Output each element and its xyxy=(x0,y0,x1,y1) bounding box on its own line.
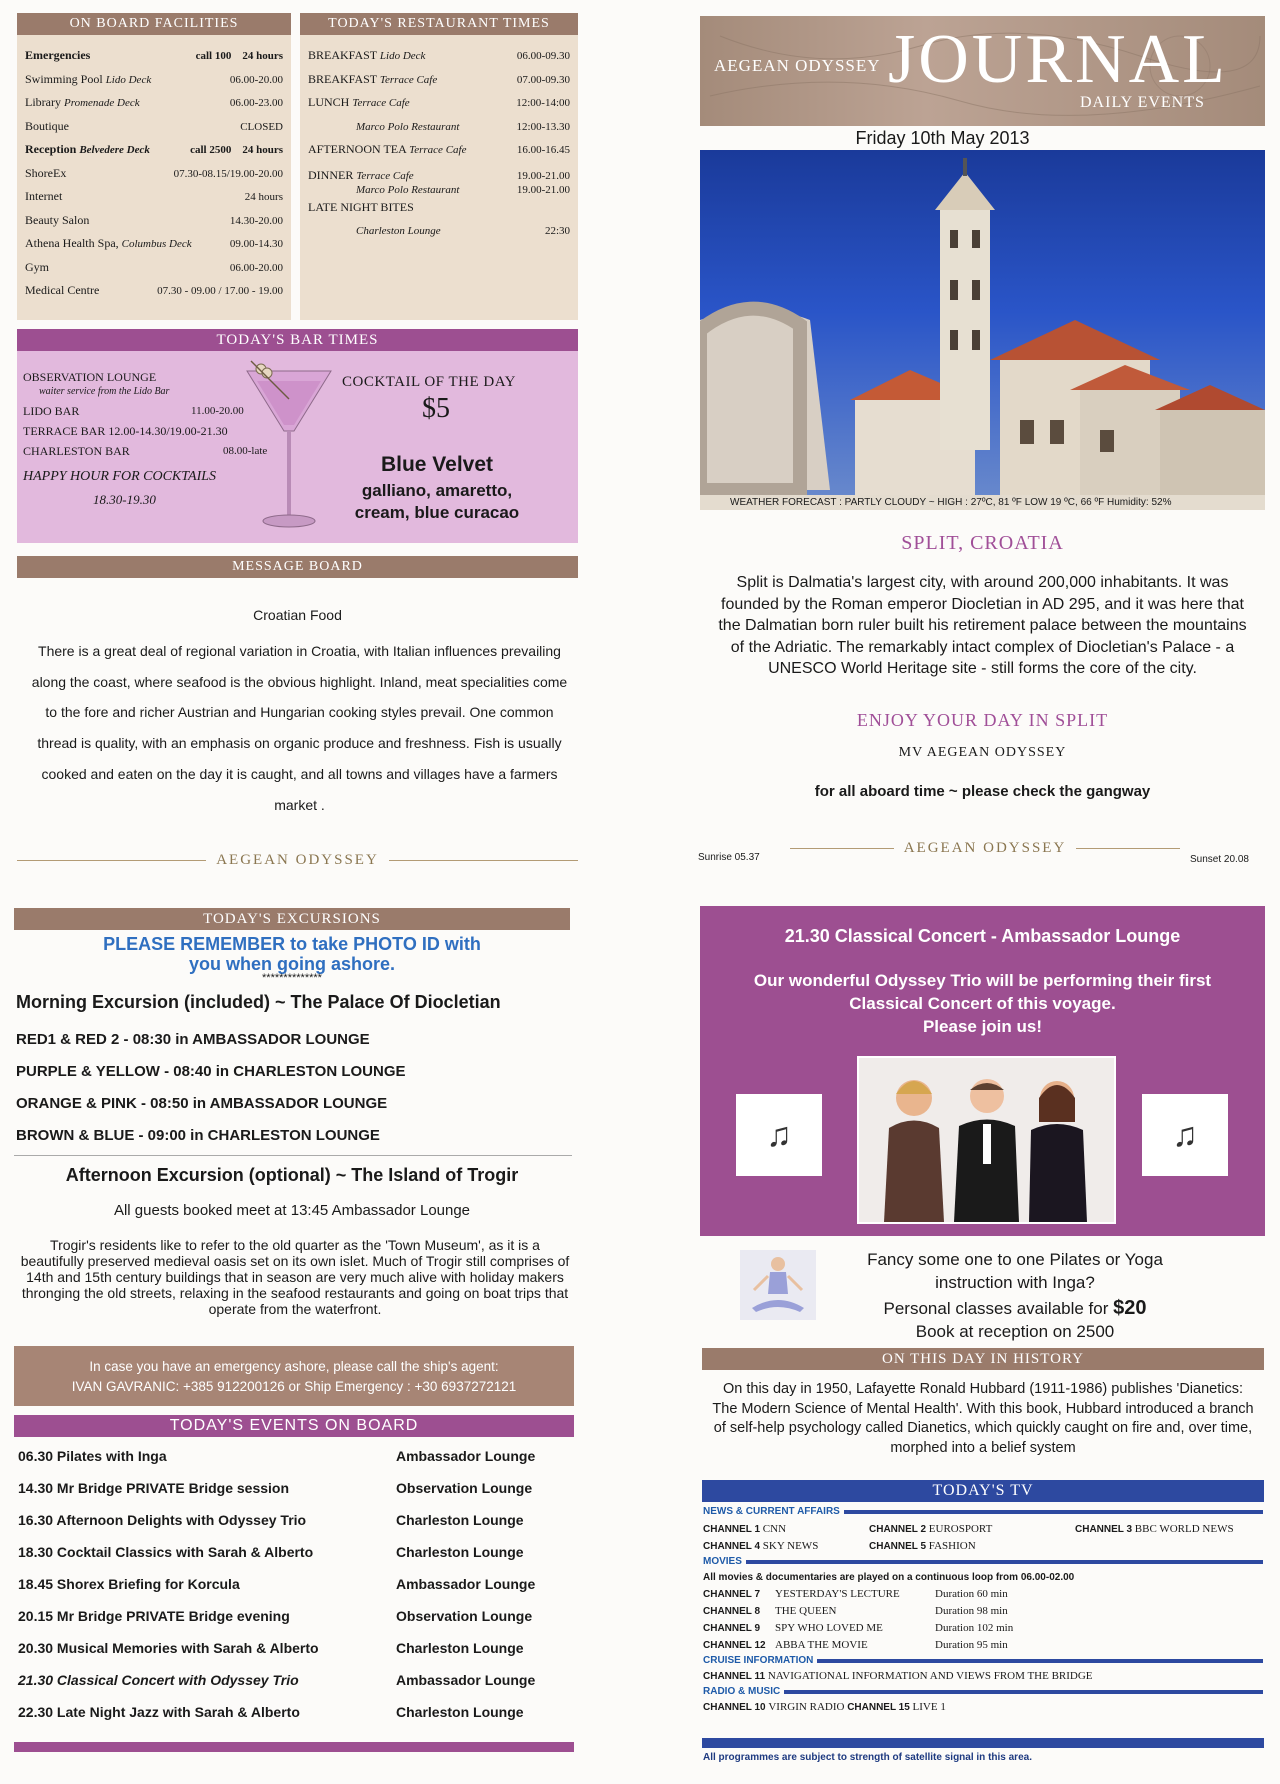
tv-movie-channel: CHANNEL 8 xyxy=(703,1606,761,1617)
facilities-list xyxy=(17,35,291,303)
tv-ch4-name: SKY NEWS xyxy=(762,1540,819,1552)
tv-movie-row xyxy=(703,1620,1263,1637)
facility-time: 14.30-20.00 xyxy=(229,214,283,227)
journal-subtitle: DAILY EVENTS xyxy=(1080,94,1205,111)
event-row xyxy=(16,1568,572,1600)
tv-guide xyxy=(703,1505,1263,1716)
concert-line-1: Our wonderful Odyssey Trio will be performing their first xyxy=(753,971,1212,990)
facility-row xyxy=(17,91,291,115)
emergency-line-1: In case you have an emergency ashore, please call the ship's agent: xyxy=(89,1359,499,1374)
event-time-title: 21.30 Classical Concert with Odyssey Trio xyxy=(18,1672,299,1688)
bar-happy-hour: HAPPY HOUR FOR COCKTAILS xyxy=(23,469,217,484)
event-time-title: 14.30 Mr Bridge PRIVATE Bridge session xyxy=(18,1480,290,1496)
tv-ch2-name: EUROSPORT xyxy=(928,1523,993,1535)
facility-name xyxy=(25,44,196,69)
restaurant-row xyxy=(300,138,578,162)
brand-divider-left xyxy=(17,852,578,869)
restaurant-meal-label: DINNER xyxy=(308,167,354,182)
trogir-description: Trogir's residents like to refer to the old quarter as the 'Town Museum', as it is a beautifully preserved medieval oasis set on its own islet. Much of Trogir still comprises of 14th and 15th century buildings that in season are very much alive with holiday makers thronging the old streets, relaxing in the seafood restaurants and going on boat trips that operate from the waterfront. xyxy=(20,1237,570,1317)
tv-ch15: CHANNEL 15 xyxy=(847,1702,910,1713)
restaurant-row xyxy=(300,44,578,68)
restaurant-place: Terrace Cafe xyxy=(356,169,414,182)
event-row xyxy=(16,1632,572,1664)
tv-movie-name: SPY WHO LOVED ME xyxy=(775,1622,883,1634)
restaurant-meal xyxy=(308,196,570,221)
facility-time: 06.00-23.00 xyxy=(229,97,283,109)
tv-ch10: CHANNEL 10 xyxy=(703,1702,766,1713)
facility-row xyxy=(17,68,291,92)
stars-divider: ************** xyxy=(262,972,322,984)
facility-label: Gym xyxy=(25,259,49,274)
event-time-title: 20.15 Mr Bridge PRIVATE Bridge evening xyxy=(18,1608,290,1624)
restaurant-row xyxy=(300,182,578,196)
facility-row xyxy=(17,115,291,139)
excursions-title: TODAY'S EXCURSIONS xyxy=(14,908,570,930)
restaurant-meal xyxy=(308,44,517,69)
emergency-box xyxy=(14,1346,574,1406)
tv-movie-channel: CHANNEL 9 xyxy=(703,1623,761,1634)
tv-cruise-row xyxy=(703,1668,1263,1685)
bar-observation: OBSERVATION LOUNGE xyxy=(23,370,157,384)
bar-lido: LIDO BAR xyxy=(23,404,80,418)
facility-time: call 2500 24 hours xyxy=(190,144,283,156)
tv-movies-note: All movies & documentaries are played on a continuous loop from 06.00-02.00 xyxy=(703,1572,1075,1583)
ship-name: MV AEGEAN ODYSSEY xyxy=(898,745,1067,760)
event-row xyxy=(16,1600,572,1632)
afternoon-excursion: Afternoon Excursion (optional) ~ The Island of Trogir xyxy=(65,1165,519,1185)
city-title: SPLIT, CROATIA xyxy=(901,532,1064,554)
facility-place: Promenade Deck xyxy=(63,97,140,109)
restaurant-time: 19.00-21.00 xyxy=(516,183,570,196)
tv-news-label: NEWS & CURRENT AFFAIRS xyxy=(703,1506,840,1517)
tv-news-row-2 xyxy=(703,1538,1263,1555)
tv-movie-channel: CHANNEL 12 xyxy=(703,1640,766,1651)
excursion-groups xyxy=(16,1028,566,1156)
restaurant-meal xyxy=(308,138,517,163)
facility-name xyxy=(25,138,190,163)
concert-line-3: Please join us! xyxy=(922,1017,1043,1036)
tv-movies-label: MOVIES xyxy=(703,1556,742,1567)
sunrise: Sunrise 05.37 xyxy=(698,852,760,863)
facility-name xyxy=(25,185,245,210)
restaurant-meal-label: BREAKFAST xyxy=(308,48,377,62)
facility-time: CLOSED xyxy=(240,120,283,133)
history-text: On this day in 1950, Lafayette Ronald Hubbard (1911-1986) publishes 'Dianetics: The Modern Science of Mental Health'. With this book, Hubbard introduced a branch of self-help psychology called Dianetics, which quickly caught on fire and, over time, morphed into a belief system xyxy=(712,1381,1254,1456)
bar-observation-note: waiter service from the Lido Bar xyxy=(39,386,170,397)
tv-cruise-label: CRUISE INFORMATION xyxy=(703,1655,814,1666)
music-note-icon-right: ♫ xyxy=(1142,1094,1228,1176)
restaurant-meal xyxy=(308,91,516,116)
photo-id-reminder-1: PLEASE REMEMBER to take PHOTO ID with xyxy=(103,934,481,954)
restaurant-row xyxy=(300,91,578,115)
bar-terrace: TERRACE BAR 12.00-14.30/19.00-21.30 xyxy=(23,424,228,438)
facility-label: Boutique xyxy=(25,118,69,133)
pilates-line-1: Fancy some one to one Pilates or Yoga xyxy=(867,1250,1163,1269)
facility-time: 07.30-08.15/19.00-20.00 xyxy=(173,167,283,180)
facility-name xyxy=(25,68,230,93)
restaurant-meal xyxy=(308,115,517,140)
tv-movie-name: THE QUEEN xyxy=(775,1605,837,1617)
restaurant-meal xyxy=(308,68,517,93)
restaurant-place: Marco Polo Restaurant xyxy=(356,183,460,196)
event-row xyxy=(16,1440,572,1472)
events-list xyxy=(16,1440,572,1728)
facility-place: Lido Deck xyxy=(105,73,152,86)
message-board-title: MESSAGE BOARD xyxy=(17,556,578,578)
tv-movie-duration: Duration 102 min xyxy=(935,1622,1014,1634)
photo-id-reminder-2: you when going ashore. xyxy=(188,954,395,974)
history-title: ON THIS DAY IN HISTORY xyxy=(702,1348,1264,1370)
event-time-title: 06.30 Pilates with Inga xyxy=(18,1448,167,1464)
facility-row xyxy=(17,185,291,209)
bar-charleston-time: 08.00-late xyxy=(223,445,268,457)
facility-place: Columbus Deck xyxy=(121,238,192,250)
tv-ch4: CHANNEL 4 xyxy=(703,1541,761,1552)
pilates-line-2: instruction with Inga? xyxy=(935,1273,1095,1292)
restaurant-place: Terrace Cafe xyxy=(352,97,410,109)
restaurant-row xyxy=(300,196,578,220)
event-location: Ambassador Lounge xyxy=(396,1672,536,1688)
restaurant-time: 22:30 xyxy=(544,225,570,237)
facility-name xyxy=(25,162,174,187)
event-location: Charleston Lounge xyxy=(396,1704,524,1720)
event-location: Charleston Lounge xyxy=(396,1640,524,1656)
restaurant-place: Charleston Lounge xyxy=(356,225,441,237)
restaurant-time: 06.00-09.30 xyxy=(516,50,570,62)
facility-row xyxy=(17,279,291,303)
event-row xyxy=(16,1696,572,1728)
tv-movie-duration: Duration 60 min xyxy=(935,1588,1008,1600)
restaurant-time: 07.00-09.30 xyxy=(516,73,570,86)
tv-bottom-bar xyxy=(702,1738,1264,1748)
bar-title: TODAY'S BAR TIMES xyxy=(17,329,578,351)
excursion-group: ORANGE & PINK - 08:50 in AMBASSADOR LOUNGE xyxy=(16,1095,388,1112)
restaurant-time: 12:00-14:00 xyxy=(516,97,570,109)
journal-date: Friday 10th May 2013 xyxy=(855,128,1030,148)
event-time-title: 18.45 Shorex Briefing for Korcula xyxy=(18,1576,240,1592)
restaurant-row xyxy=(300,219,578,243)
restaurant-meal xyxy=(308,182,517,197)
facility-label: Athena Health Spa, xyxy=(25,236,119,250)
event-location: Charleston Lounge xyxy=(396,1544,524,1560)
tv-footer: All programmes are subject to strength of satellite signal in this area. xyxy=(703,1752,1032,1763)
restaurant-meal-label: LATE NIGHT BITES xyxy=(308,199,414,214)
tv-cruise-section xyxy=(703,1654,1263,1668)
facilities-panel xyxy=(17,13,291,320)
facility-row xyxy=(17,232,291,256)
facility-label: Emergencies xyxy=(25,48,91,62)
restaurant-meal-label: AFTERNOON TEA xyxy=(308,142,407,156)
tv-ch2: CHANNEL 2 xyxy=(869,1524,927,1535)
facility-place: Belvedere Deck xyxy=(79,144,150,156)
events-title: TODAY'S EVENTS ON BOARD xyxy=(14,1415,574,1437)
tv-radio-label: RADIO & MUSIC xyxy=(703,1686,781,1697)
restaurant-place: Terrace Cafe xyxy=(409,144,467,156)
facility-row xyxy=(17,256,291,280)
facility-label: Reception xyxy=(25,142,77,156)
event-row xyxy=(16,1536,572,1568)
sunset: Sunset 20.08 xyxy=(1190,854,1249,865)
event-row xyxy=(16,1472,572,1504)
excursion-divider xyxy=(14,1155,572,1156)
morning-excursion: Morning Excursion (included) ~ The Palace Of Diocletian xyxy=(16,992,501,1012)
restaurant-row xyxy=(300,68,578,92)
facility-label: ShoreEx xyxy=(25,165,67,180)
facility-time: 06.00-20.00 xyxy=(229,73,283,86)
trio-photo xyxy=(857,1056,1116,1224)
restaurant-meal-label: BREAKFAST xyxy=(308,71,377,86)
concert-line-2: Classical Concert of this voyage. xyxy=(849,994,1116,1013)
pilates-line-3 xyxy=(830,1297,1200,1320)
facility-name xyxy=(25,91,230,116)
tv-movie-name: YESTERDAY'S LECTURE xyxy=(775,1588,900,1600)
event-time-title: 20.30 Musical Memories with Sarah & Alberto xyxy=(18,1640,319,1656)
tv-ch5-name: FASHION xyxy=(928,1540,976,1552)
tv-ch11: CHANNEL 11 xyxy=(703,1671,766,1682)
journal-masthead xyxy=(700,16,1265,126)
tv-news-section xyxy=(703,1505,1263,1519)
facility-label: Medical Centre xyxy=(25,283,100,297)
city-intro: Split is Dalmatia's largest city, with around 200,000 inhabitants. It was founded by the Roman emperor Diocletian in AD 295, and it was here that the Dalmatian born ruler built his retirement palace between the mountains of the Adriatic. The remarkably intact complex of Diocletian's Palace - a UNESCO World Heritage site - still forms the core of the city. xyxy=(718,574,1247,677)
restaurant-row xyxy=(300,162,578,182)
tv-radio-row xyxy=(703,1699,1263,1716)
enjoy-day: ENJOY YOUR DAY IN SPLIT xyxy=(856,710,1109,730)
cocktail-price: $5 xyxy=(422,393,450,424)
tv-movie-channel: CHANNEL 7 xyxy=(703,1589,761,1600)
event-location: Observation Lounge xyxy=(396,1480,533,1496)
bar-lido-time: 11.00-20.00 xyxy=(191,405,244,417)
excursion-group: BROWN & BLUE - 09:00 in CHARLESTON LOUNGE xyxy=(16,1127,380,1144)
restaurant-time: 19.00-21.00 xyxy=(516,169,570,182)
cathedral-tower-illustration xyxy=(700,150,1265,495)
facility-name xyxy=(25,115,240,140)
facility-name xyxy=(25,209,230,234)
cocktail-name: Blue Velvet xyxy=(380,453,494,476)
facility-name xyxy=(25,279,157,304)
facility-name xyxy=(25,232,230,257)
pilates-classes-text: Personal classes available for xyxy=(883,1299,1114,1318)
all-aboard-note: for all aboard time ~ please check the gangway xyxy=(814,783,1151,800)
event-location: Ambassador Lounge xyxy=(396,1576,536,1592)
facility-row xyxy=(17,138,291,162)
pilates-line-4: Book at reception on 2500 xyxy=(915,1322,1115,1341)
meet-info: All guests booked meet at 13:45 Ambassador Lounge xyxy=(113,1202,471,1219)
concert-title: 21.30 Classical Concert - Ambassador Lounge xyxy=(784,926,1181,946)
restaurant-time: 12:00-13.30 xyxy=(516,120,570,133)
journal-title: JOURNAL xyxy=(888,21,1228,98)
tv-ch3: CHANNEL 3 xyxy=(1075,1524,1133,1535)
facility-row xyxy=(17,44,291,68)
facility-label: Internet xyxy=(25,189,63,203)
excursion-group: PURPLE & YELLOW - 08:40 in CHARLESTON LOUNGE xyxy=(16,1063,406,1080)
concert-panel xyxy=(700,906,1265,1236)
tv-ch5: CHANNEL 5 xyxy=(869,1541,927,1552)
restaurant-panel xyxy=(300,13,578,320)
tv-radio-section xyxy=(703,1685,1263,1699)
tv-movie-row xyxy=(703,1637,1263,1654)
event-row xyxy=(16,1664,572,1696)
restaurant-row xyxy=(300,115,578,139)
brand-logo-right: AEGEAN ODYSSEY xyxy=(903,840,1067,856)
tv-ch11-name: NAVIGATIONAL INFORMATION AND VIEWS FROM THE BRIDGE xyxy=(767,1670,1093,1682)
trio-musicians-illustration xyxy=(859,1058,1114,1222)
tv-title: TODAY'S TV xyxy=(702,1480,1264,1502)
emergency-line-2: IVAN GAVRANIC: +385 912200126 or Ship Emergency : +30 6937272121 xyxy=(71,1379,517,1394)
facility-time: 09.00-14.30 xyxy=(229,238,283,250)
yoga-figure-icon xyxy=(740,1250,816,1320)
tv-ch15-name: LIVE 1 xyxy=(912,1701,946,1713)
weather-forecast: WEATHER FORECAST : PARTLY CLOUDY ~ HIGH : 27ºC, 81 ºF LOW 19 ºC, 66 ºF Humidity: 52% xyxy=(700,495,1265,510)
events-bottom-bar xyxy=(14,1742,574,1752)
message-body: There is a great deal of regional variation in Croatia, with Italian influences prevailing along the coast, where seafood is the obvious highlight. Inland, meat specialities come to the fore and richer Austrian and Hungarian cooking styles prevail. One common thread is quality, with an emphasis on organic produce and freshness. Fish is usually cooked and eaten on the day it is caught, and all towns and villages have a farmers market . xyxy=(31,643,568,813)
cocktail-ingredients-2: cream, blue curacao xyxy=(354,503,520,522)
facilities-title: ON BOARD FACILITIES xyxy=(17,13,291,35)
tv-movie-row xyxy=(703,1586,1263,1603)
event-time-title: 18.30 Cocktail Classics with Sarah & Alberto xyxy=(18,1544,314,1560)
tv-movies-section xyxy=(703,1555,1263,1569)
journal-brand: AEGEAN ODYSSEY xyxy=(714,56,881,75)
cocktail-label: COCKTAIL OF THE DAY xyxy=(342,374,517,390)
tv-movie-duration: Duration 95 min xyxy=(935,1639,1008,1651)
restaurant-place: Terrace Cafe xyxy=(379,73,438,86)
tv-ch1-name: CNN xyxy=(762,1523,787,1535)
pilates-price: $20 xyxy=(1113,1297,1147,1319)
tv-ch10-name: VIRGIN RADIO xyxy=(768,1701,845,1713)
facility-row xyxy=(17,209,291,233)
tv-movie-row xyxy=(703,1603,1263,1620)
bar-happy-hour-time: 18.30-19.30 xyxy=(93,492,156,507)
bar-charleston: CHARLESTON BAR xyxy=(23,444,130,458)
bar-panel xyxy=(17,329,578,543)
tv-movie-duration: Duration 98 min xyxy=(935,1605,1008,1617)
facility-time: call 100 24 hours xyxy=(195,50,283,62)
tv-ch3-name: BBC WORLD NEWS xyxy=(1134,1523,1234,1535)
event-row xyxy=(16,1504,572,1536)
cocktail-ingredients-1: galliano, amaretto, xyxy=(361,481,513,500)
event-location: Charleston Lounge xyxy=(396,1512,524,1528)
facility-row xyxy=(17,162,291,186)
facility-time: 07.30 - 09.00 / 17.00 - 19.00 xyxy=(157,285,283,297)
restaurant-meal xyxy=(308,219,545,244)
facility-label: Swimming Pool xyxy=(25,71,103,86)
event-time-title: 22.30 Late Night Jazz with Sarah & Alberto xyxy=(18,1704,300,1720)
tv-ch1: CHANNEL 1 xyxy=(703,1524,761,1535)
restaurant-place: Lido Deck xyxy=(379,50,426,62)
tv-news-row-1 xyxy=(703,1521,1263,1538)
brand-divider-right xyxy=(790,840,1180,857)
facility-label: Library xyxy=(25,95,61,109)
restaurant-meal-label: LUNCH xyxy=(308,95,350,109)
music-note-icon: ♫ xyxy=(736,1094,822,1176)
facility-label: Beauty Salon xyxy=(25,212,90,227)
message-heading: Croatian Food xyxy=(253,607,342,623)
event-time-title: 16.30 Afternoon Delights with Odyssey Trio xyxy=(18,1512,307,1528)
facility-time: 06.00-20.00 xyxy=(229,261,283,274)
excursion-group: RED1 & RED 2 - 08:30 in AMBASSADOR LOUNGE xyxy=(16,1031,370,1048)
tv-movies-list xyxy=(703,1586,1263,1654)
restaurant-title: TODAY'S RESTAURANT TIMES xyxy=(300,13,578,35)
tv-movie-name: ABBA THE MOVIE xyxy=(775,1639,868,1651)
brand-logo: AEGEAN ODYSSEY xyxy=(216,852,379,868)
restaurant-place: Marco Polo Restaurant xyxy=(356,120,460,133)
event-location: Observation Lounge xyxy=(396,1608,533,1624)
split-photo xyxy=(700,150,1265,510)
restaurant-list xyxy=(300,35,578,243)
event-location: Ambassador Lounge xyxy=(396,1448,536,1464)
restaurant-time: 16.00-16.45 xyxy=(516,144,570,156)
facility-time: 24 hours xyxy=(244,191,283,203)
facility-name xyxy=(25,256,230,281)
